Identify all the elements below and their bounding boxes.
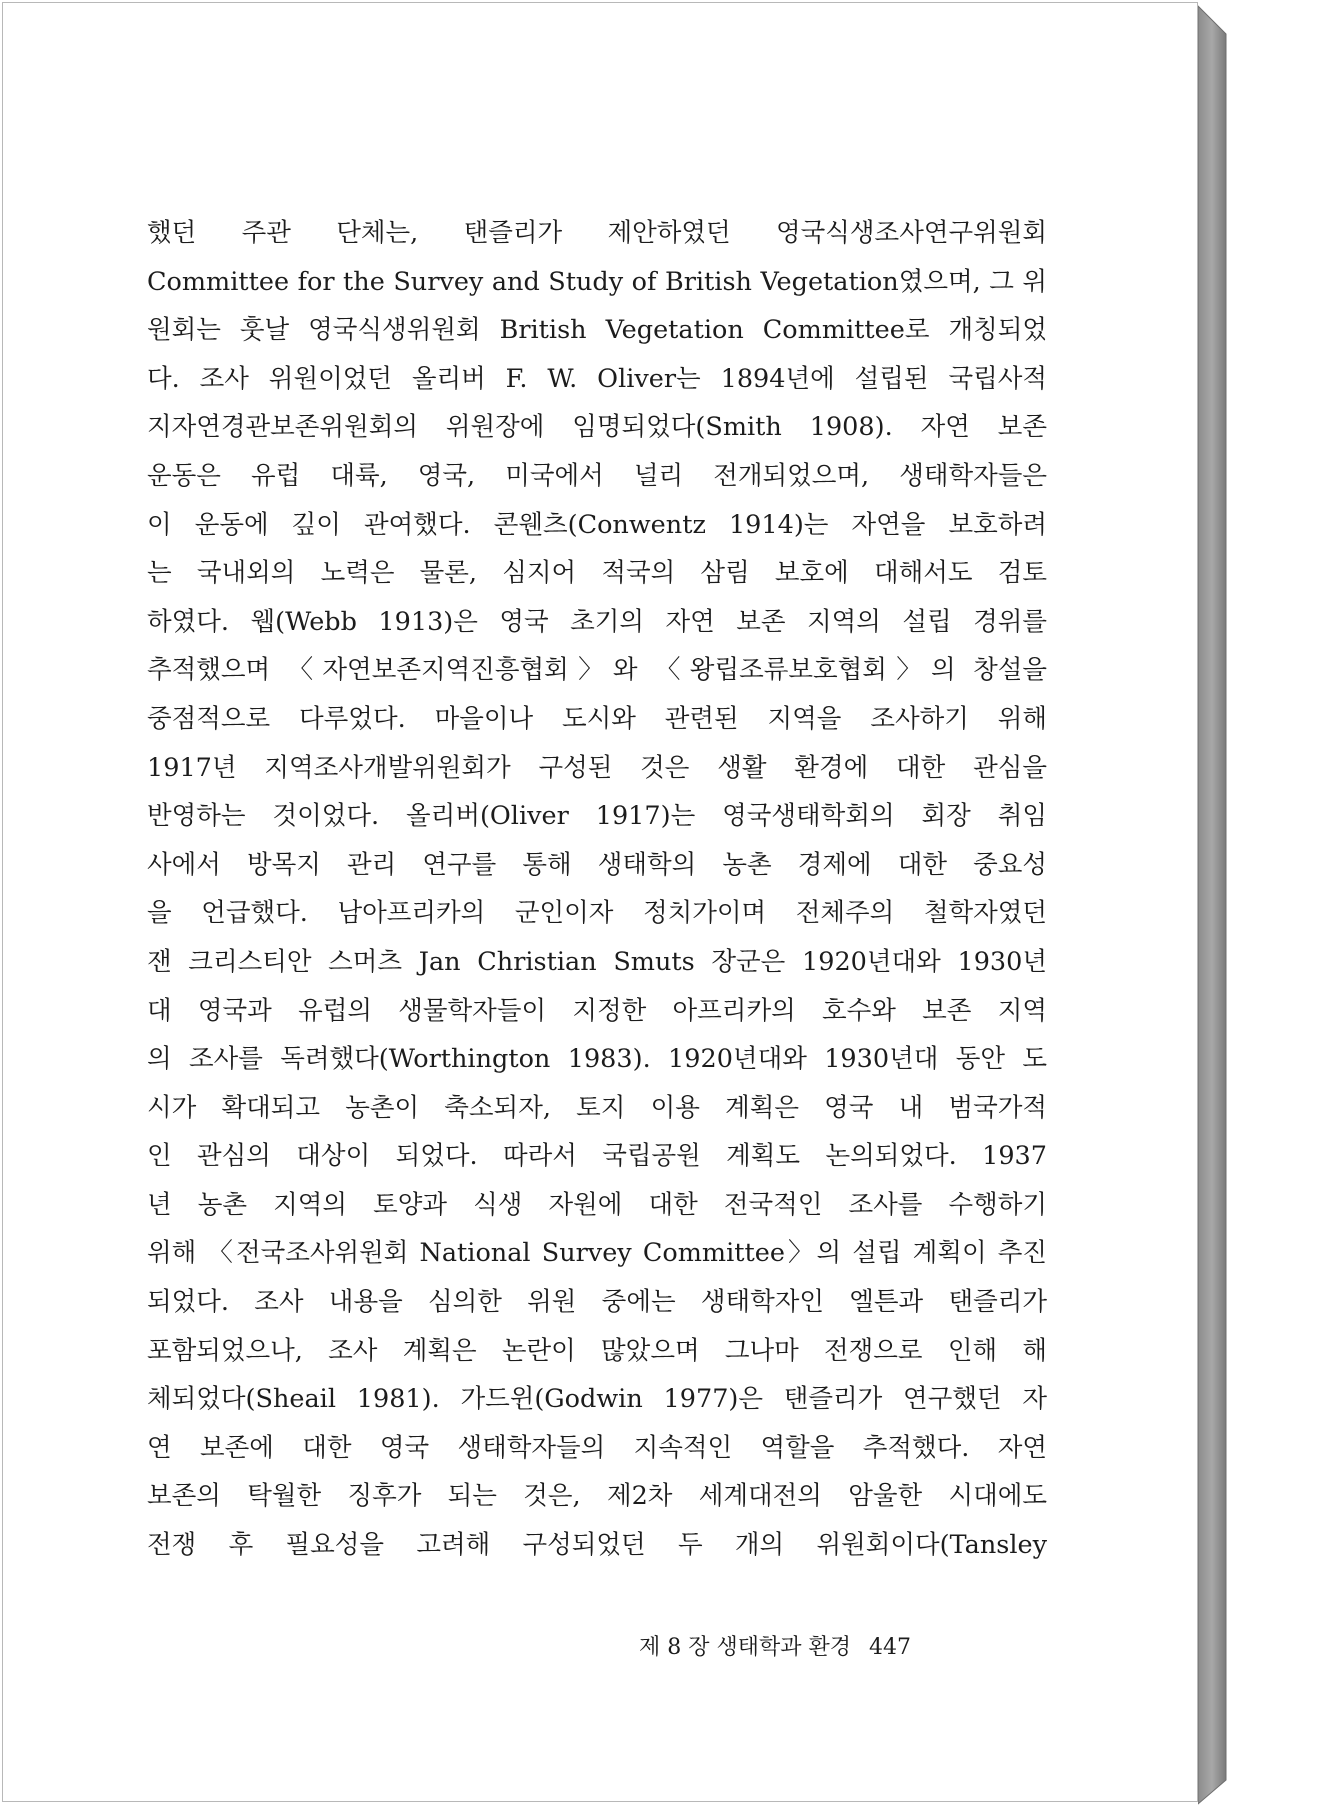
text-line: 시가 확대되고 농촌이 축소되자, 토지 이용 계획은 영국 내 범국가적 (147, 1092, 1047, 1123)
text-line: 다. 조사 위원이었던 올리버 F. W. Oliver는 1894년에 설립된 국립사적 (147, 363, 1047, 394)
book-page (2, 2, 1198, 1802)
text-line: 체되었다(Sheail 1981). 가드윈(Godwin 1977)은 탠즐리가 연구했던 자 (147, 1384, 1047, 1415)
chapter-label: 제 8 장 생태학과 환경 (639, 1635, 851, 1660)
text-line: 사에서 방목지 관리 연구를 통해 생태학의 농촌 경제에 대한 중요성 (147, 849, 1047, 880)
text-line: 포함되었으나, 조사 계획은 논란이 많았으며 그나마 전쟁으로 인해 해 (147, 1335, 1047, 1366)
text-line: 는 국내외의 노력은 물론, 심지어 적국의 삼림 보호에 대해서도 검토 (147, 558, 1047, 589)
text-line: 운동은 유럽 대륙, 영국, 미국에서 널리 전개되었으며, 생태학자들은 (147, 460, 1047, 491)
page-edge-shadow (1198, 0, 1228, 1806)
text-line: 의 조사를 독려했다(Worthington 1983). 1920년대와 1930년대 동안 도 (147, 1044, 1047, 1075)
text-line: 잰 크리스티안 스머츠 Jan Christian Smuts 장군은 1920년대와 1930년 (147, 946, 1047, 977)
text-line: 하였다. 웹(Webb 1913)은 영국 초기의 자연 보존 지역의 설립 경위를 (147, 606, 1047, 637)
body-text (147, 209, 1047, 1570)
text-line: 중점적으로 다루었다. 마을이나 도시와 관련된 지역을 조사하기 위해 (147, 703, 1047, 734)
text-line: Committee for the Survey and Study of British Vegetation였으며, 그 위 (147, 266, 1047, 297)
text-line: 이 운동에 깊이 관여했다. 콘웬츠(Conwentz 1914)는 자연을 보호하려 (147, 509, 1047, 540)
text-line: 지자연경관보존위원회의 위원장에 임명되었다(Smith 1908). 자연 보존 (147, 412, 1047, 443)
text-line: 대 영국과 유럽의 생물학자들이 지정한 아프리카의 호수와 보존 지역 (147, 995, 1047, 1026)
text-line: 했던 주관 단체는, 탠즐리가 제안하였던 영국식생조사연구위원회 (147, 218, 1047, 248)
text-line: 인 관심의 대상이 되었다. 따라서 국립공원 계획도 논의되었다. 1937 (147, 1141, 1047, 1172)
text-line: 추적했으며 〈자연보존지역진흥협회〉와 〈왕립조류보호협회〉의 창설을 (147, 655, 1047, 686)
text-line: 을 언급했다. 남아프리카의 군인이자 정치가이며 전체주의 철학자였던 (147, 898, 1047, 929)
text-line: 되었다. 조사 내용을 심의한 위원 중에는 생태학자인 엘튼과 탠즐리가 (147, 1287, 1047, 1318)
text-line: 원회는 훗날 영국식생위원회 British Vegetation Committee로 개칭되었 (147, 315, 1047, 346)
text-line: 1917년 지역조사개발위원회가 구성된 것은 생활 환경에 대한 관심을 (147, 752, 1047, 783)
text-line: 보존의 탁월한 징후가 되는 것은, 제2차 세계대전의 암울한 시대에도 (147, 1481, 1047, 1512)
text-line: 연 보존에 대한 영국 생태학자들의 지속적인 역할을 추적했다. 자연 (147, 1432, 1047, 1463)
text-line: 전쟁 후 필요성을 고려해 구성되었던 두 개의 위원회이다(Tansley (147, 1530, 1047, 1561)
text-line: 반영하는 것이었다. 올리버(Oliver 1917)는 영국생태학회의 회장 취임 (147, 801, 1047, 832)
text-line: 위해 〈전국조사위원회 National Survey Committee〉의 설립 계획이 추진 (147, 1238, 1047, 1269)
page-number: 447 (869, 1635, 911, 1660)
running-footer (639, 1630, 911, 1661)
text-line: 년 농촌 지역의 토양과 식생 자원에 대한 전국적인 조사를 수행하기 (147, 1189, 1047, 1220)
